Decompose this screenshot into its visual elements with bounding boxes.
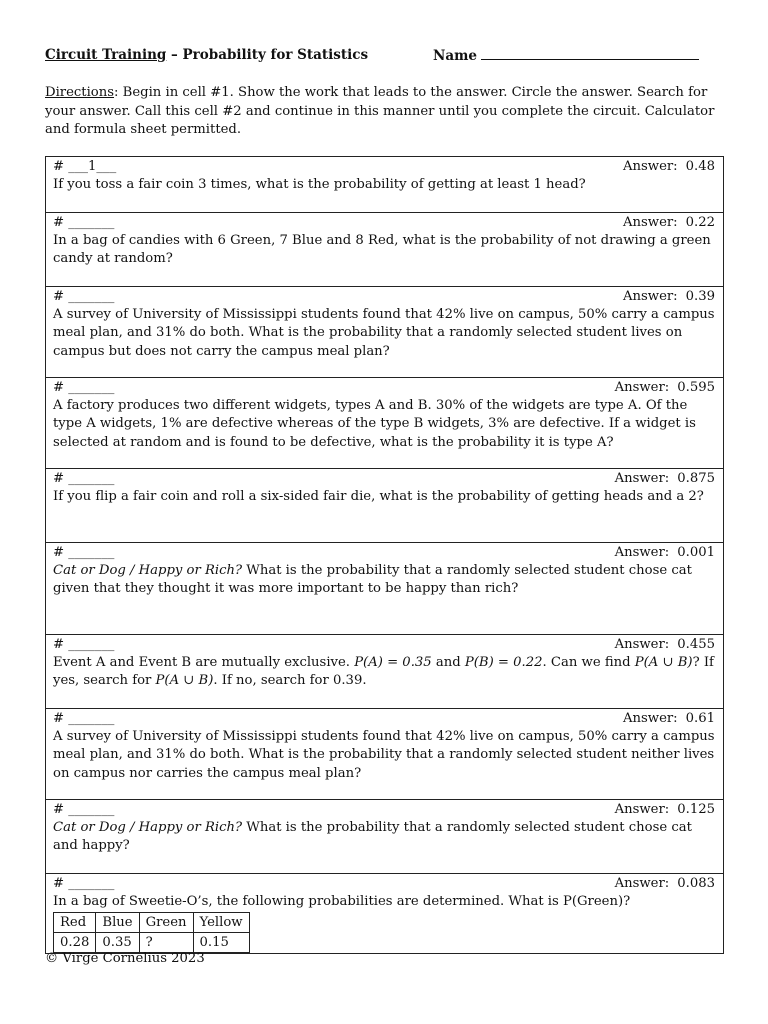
answer-value: 0.875 bbox=[677, 471, 715, 486]
cell-answer bbox=[615, 544, 715, 562]
cell-number[interactable]: # _______ bbox=[53, 471, 115, 486]
circuit-cell-2[interactable] bbox=[46, 213, 723, 287]
answer-label: Answer: bbox=[614, 876, 670, 891]
cell-number[interactable]: # _______ bbox=[53, 380, 115, 395]
circuit-cell-9[interactable] bbox=[46, 800, 723, 874]
cell-number[interactable]: # _______ bbox=[53, 545, 115, 560]
table-cell: ? bbox=[139, 933, 193, 953]
answer-value: 0.455 bbox=[677, 637, 715, 652]
circuit-cell-5[interactable] bbox=[46, 469, 723, 543]
answer-value: 0.001 bbox=[677, 545, 715, 560]
cell-question: If you flip a fair coin and roll a six-sided fair die, what is the probability of getting heads and a 2? bbox=[53, 489, 704, 505]
math-pb: P(B) = 0.22 bbox=[464, 655, 543, 671]
question-text: and bbox=[431, 655, 465, 671]
cell-question: In a bag of Sweetie-O’s, the following probabilities are determined. What is P(Green)? bbox=[53, 894, 631, 910]
question-text: What is the probability that a randomly selected student chose cat given that they thought it was more important to be happy than rich? bbox=[53, 563, 692, 597]
table-cell: 0.28 bbox=[54, 933, 96, 953]
cell-answer bbox=[623, 158, 715, 176]
name-blank-line[interactable] bbox=[481, 47, 699, 60]
table-header-cell: Yellow bbox=[193, 913, 249, 933]
cell-question bbox=[53, 819, 715, 855]
cell-question: A factory produces two different widgets, types A and B. 30% of the widgets are type A. Of the type A widgets, 1% are defective whereas of the type B widgets, 3% are defective. If a widget is selected at random and is found to be defective, what is the probability it is type A? bbox=[53, 398, 696, 450]
cell-question: If you toss a fair coin 3 times, what is the probability of getting at least 1 head? bbox=[53, 177, 586, 193]
cell-answer bbox=[615, 636, 715, 654]
directions-paragraph bbox=[45, 84, 725, 140]
name-label: Name bbox=[433, 48, 477, 64]
math-union: P(A ∪ B) bbox=[634, 655, 693, 671]
circuit-grid bbox=[45, 156, 724, 954]
cell-answer bbox=[615, 801, 715, 819]
cell-question: A survey of University of Mississippi students found that 42% live on campus, 50% carry a campus meal plan, and 31% do both. What is the probability that a randomly selected student lives on campus but does not carry the campus meal plan? bbox=[53, 307, 715, 359]
cell-number[interactable]: # _______ bbox=[53, 876, 115, 891]
answer-value: 0.22 bbox=[685, 215, 715, 230]
cell-question: In a bag of candies with 6 Green, 7 Blue and 8 Red, what is the probability of not drawing a green candy at random? bbox=[53, 233, 711, 267]
worksheet-header bbox=[45, 47, 725, 67]
circuit-cell-8[interactable] bbox=[46, 709, 723, 800]
table-header-cell: Green bbox=[139, 913, 193, 933]
title-separator: – bbox=[166, 47, 183, 63]
math-union: P(A ∪ B) bbox=[155, 673, 214, 689]
answer-value: 0.125 bbox=[677, 802, 715, 817]
circuit-cell-3[interactable] bbox=[46, 287, 723, 378]
question-text: What is the probability that a randomly selected student chose cat and happy? bbox=[53, 820, 692, 854]
cell-number[interactable]: # _______ bbox=[53, 637, 115, 652]
cell-number[interactable]: # _______ bbox=[53, 711, 115, 726]
answer-value: 0.083 bbox=[677, 876, 715, 891]
table-cell: 0.35 bbox=[96, 933, 139, 953]
question-text: . Can we find bbox=[542, 655, 635, 671]
table-row bbox=[54, 933, 250, 953]
cell-answer bbox=[615, 470, 715, 488]
answer-label: Answer: bbox=[614, 637, 670, 652]
probability-table bbox=[53, 912, 250, 953]
answer-label: Answer: bbox=[614, 380, 670, 395]
cell-answer bbox=[623, 288, 715, 306]
question-text: ? If yes, search for bbox=[53, 655, 714, 689]
answer-label: Answer: bbox=[614, 545, 670, 560]
directions-label: Directions bbox=[45, 85, 115, 100]
table-header-cell: Blue bbox=[96, 913, 139, 933]
cell-question: A survey of University of Mississippi students found that 42% live on campus, 50% carry a campus meal plan, and 31% do both. What is the probability that a randomly selected student neither lives on campus nor carries the campus meal plan? bbox=[53, 729, 715, 781]
title-circuit-training: Circuit Training bbox=[45, 47, 167, 63]
table-header-row bbox=[54, 913, 250, 933]
answer-label: Answer: bbox=[614, 802, 670, 817]
question-italic-title: Cat or Dog / Happy or Rich? bbox=[53, 820, 243, 836]
question-text: . If no, search for 0.39. bbox=[213, 673, 367, 689]
circuit-cell-6[interactable] bbox=[46, 543, 723, 635]
table-cell: 0.15 bbox=[193, 933, 249, 953]
cell-number[interactable]: # _______ bbox=[53, 215, 115, 230]
answer-label: Answer: bbox=[623, 711, 678, 726]
answer-label: Answer: bbox=[614, 471, 670, 486]
circuit-cell-7[interactable] bbox=[46, 635, 723, 709]
cell-answer bbox=[615, 875, 715, 893]
answer-value: 0.39 bbox=[685, 289, 715, 304]
question-text: Event A and Event B are mutually exclusive. bbox=[53, 655, 355, 671]
cell-answer bbox=[623, 710, 715, 728]
question-italic-title: Cat or Dog / Happy or Rich? bbox=[53, 563, 243, 579]
title-topic: Probability for Statistics bbox=[182, 47, 369, 63]
circuit-cell-1[interactable] bbox=[46, 157, 723, 213]
answer-label: Answer: bbox=[623, 159, 678, 174]
worksheet-title bbox=[45, 47, 368, 63]
math-pa: P(A) = 0.35 bbox=[354, 655, 432, 671]
cell-answer bbox=[615, 379, 715, 397]
answer-label: Answer: bbox=[623, 215, 678, 230]
cell-question bbox=[53, 562, 715, 598]
cell-question bbox=[53, 654, 715, 690]
answer-label: Answer: bbox=[623, 289, 678, 304]
answer-value: 0.48 bbox=[685, 159, 715, 174]
name-field[interactable] bbox=[433, 47, 699, 64]
table-header-cell: Red bbox=[54, 913, 96, 933]
cell-number[interactable]: # ___1___ bbox=[53, 159, 117, 174]
cell-number[interactable]: # _______ bbox=[53, 802, 115, 817]
cell-number[interactable]: # _______ bbox=[53, 289, 115, 304]
copyright-footer: © Virge Cornelius 2023 bbox=[45, 951, 205, 966]
circuit-cell-4[interactable] bbox=[46, 378, 723, 469]
answer-value: 0.61 bbox=[685, 711, 715, 726]
circuit-cell-10[interactable] bbox=[46, 874, 723, 953]
answer-value: 0.595 bbox=[677, 380, 715, 395]
directions-text: : Begin in cell #1. Show the work that leads to the answer. Circle the answer. Search for your answer. Call this cell #2 and continue in this manner until you complete the circuit. Calculator and formula sheet permitted. bbox=[45, 85, 715, 137]
cell-answer bbox=[623, 214, 715, 232]
